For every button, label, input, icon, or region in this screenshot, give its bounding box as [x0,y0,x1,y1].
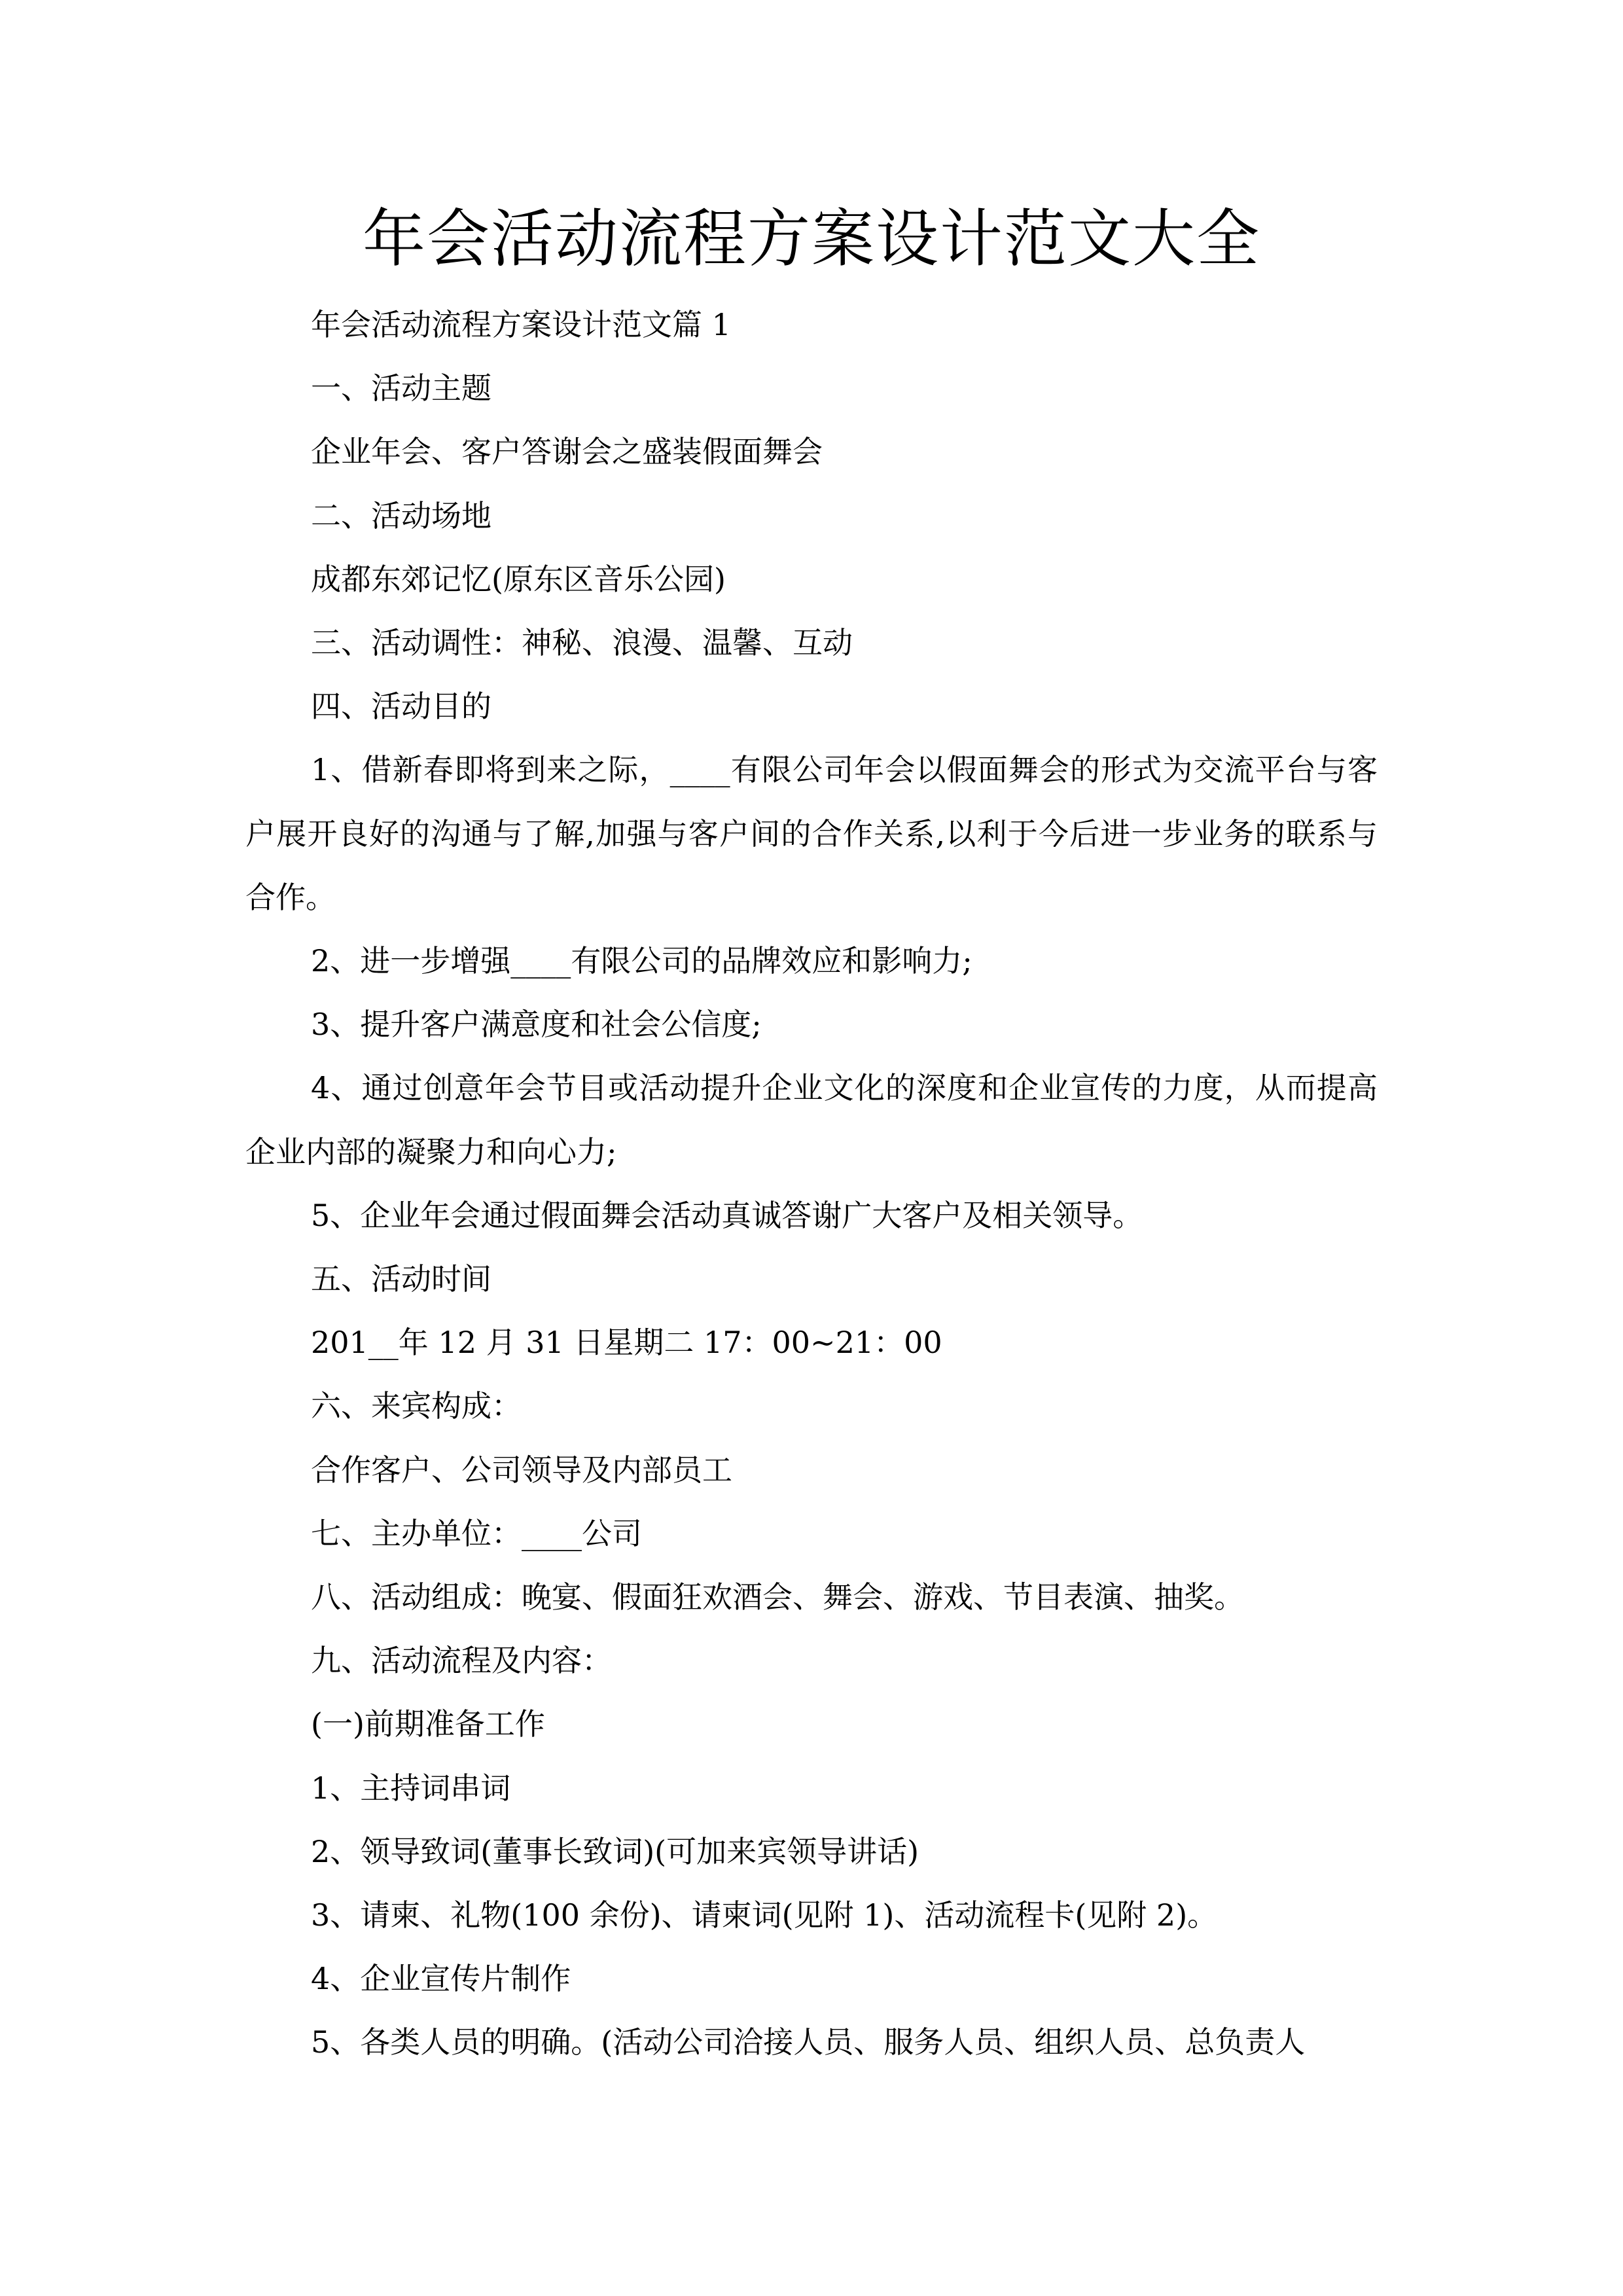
paragraph: 合作客户、公司领导及内部员工 [311,1452,732,1488]
list-item: 4、企业宣传片制作 [311,1961,571,1997]
list-item: 1、主持词串词 [311,1770,511,1806]
subheading-preparation: (一)前期准备工作 [311,1706,545,1742]
document-body [245,293,1378,2075]
list-item: 5、企业年会通过假面舞会活动真诚答谢广大客户及相关领导。 [311,1197,1143,1233]
document-title: 年会活动流程方案设计范文大全 [363,202,1260,276]
list-item: 5、各类人员的明确。(活动公司洽接人员、服务人员、组织人员、总负责人 [311,2024,1306,2060]
paragraph: 201__年 12 月 31 日星期二 17：00~21：00 [311,1325,942,1361]
list-item: 3、请柬、礼物(100 余份)、请柬词(见附 1)、活动流程卡(见附 2)。 [311,1897,1218,1933]
heading-components: 八、活动组成：晚宴、假面狂欢酒会、舞会、游戏、节目表演、抽奖。 [311,1579,1244,1615]
heading-purpose: 四、活动目的 [311,689,491,725]
heading-organizer: 七、主办单位：____公司 [311,1515,642,1551]
list-item: 1、借新春即将到来之际，____有限公司年会以假面舞会的形式为交流平台与客户展开良好的沟通与了解,加强与客户间的合作关系,以利于今后进一步业务的联系与合作。 [245,752,1378,915]
list-item: 2、进一步增强____有限公司的品牌效应和影响力; [311,943,972,979]
list-item: 4、通过创意年会节目或活动提升企业文化的深度和企业宣传的力度，从而提高企业内部的凝聚力和向心力; [245,1070,1378,1170]
heading-tone: 三、活动调性：神秘、浪漫、温馨、互动 [311,625,853,661]
heading-venue: 二、活动场地 [311,497,491,533]
heading-theme: 一、活动主题 [311,370,491,406]
list-item: 3、提升客户满意度和社会公信度; [311,1007,762,1043]
heading-time: 五、活动时间 [311,1261,491,1297]
paragraph: 成都东郊记忆(原东区音乐公园) [311,561,726,597]
list-item: 2、领导致词(董事长致词)(可加来宾领导讲话) [311,1833,919,1869]
heading-process: 九、活动流程及内容： [311,1643,612,1679]
section-subtitle: 年会活动流程方案设计范文篇 1 [311,307,731,342]
paragraph: 企业年会、客户答谢会之盛装假面舞会 [311,434,823,470]
heading-guests: 六、来宾构成： [311,1388,522,1424]
